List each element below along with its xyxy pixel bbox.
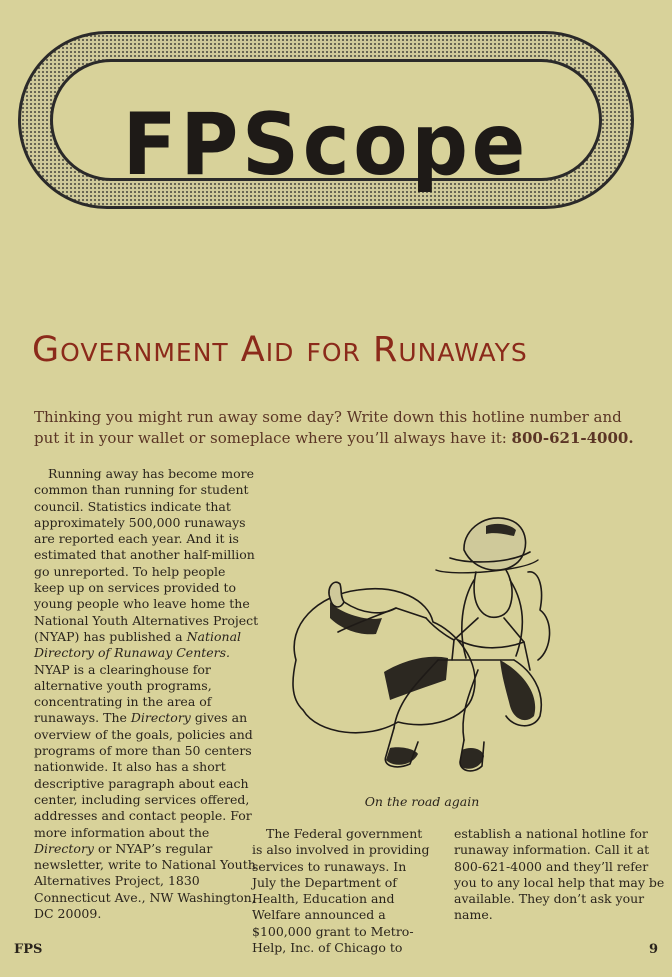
article-column-2 <box>252 826 434 956</box>
lead-text: Thinking you might run away some day? Write down this hotline number and put it in your wallet or someplace where you’ll always have it: <box>34 408 622 447</box>
column-1-paragraph: Running away has become more common than running for student council. Statistics indicate that approximately 500,000 runaways are reported each year. And it is estimated that another half-million go unreported. To help people keep up on services provided to young people who leave home the National Youth Alternatives Project (NYAP) has published a National Directory of Runaway Centers. NYAP is a clearinghouse for alternative youth programs, concentrating in the area of runaways. The Directory gives an overview of the goals, policies and programs of more than 50 centers nationwide. It also has a short descriptive paragraph about each center, including services offered, addresses and contact people. For more information about the Directory or NYAP’s regular newsletter, write to National Youth Alternatives Project, 1830 Connecticut Ave., NW Washington, DC 20009. <box>34 466 259 922</box>
masthead-banner <box>18 31 634 209</box>
directory-ref: Directory <box>34 840 94 856</box>
column-3-paragraph: establish a national hotline for runaway information. Call it at 800-621-4000 and they’ll refer you to any local help that may be available. They don’t ask your name. <box>454 826 665 923</box>
masthead-title: FPScope <box>122 95 530 195</box>
masthead-inner-oval <box>50 59 602 195</box>
hitchhiker-illustration <box>278 510 560 782</box>
article-headline: Government Aid for Runaways <box>32 330 528 370</box>
column-2-paragraph: The Federal government is also involved in providing services to runaways. In July the Department of Health, Education and Welfare announced a $100,000 grant to Metro-Help, Inc. of Chicago to <box>252 826 430 956</box>
footer-publication: FPS <box>14 942 43 957</box>
directory-title: National Directory of Runaway Centers. <box>34 628 242 661</box>
illustration-caption: On the road again <box>364 794 480 809</box>
article-column-1 <box>34 466 259 922</box>
page-number: 9 <box>648 942 658 957</box>
lead-hotline: 800-621-4000. <box>511 429 634 447</box>
article-lead <box>34 407 644 449</box>
article-column-3 <box>454 826 668 924</box>
directory-ref: Directory <box>130 710 191 726</box>
